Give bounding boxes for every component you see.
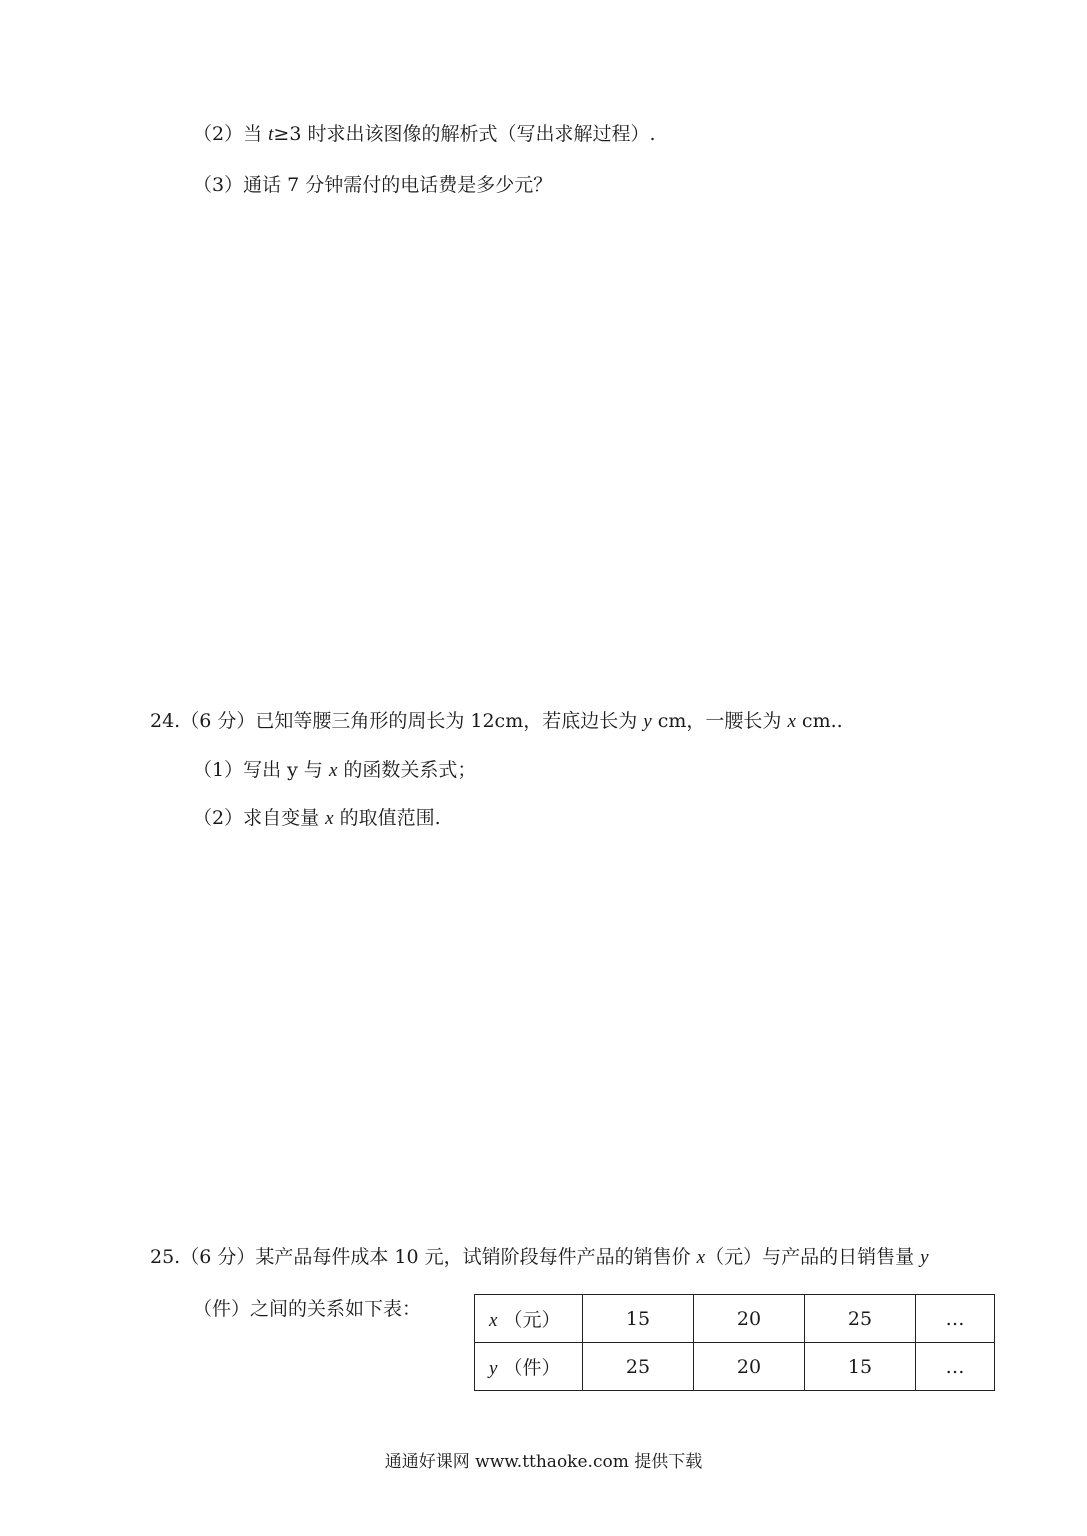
table-cell-ellipsis: …	[916, 1295, 995, 1343]
q23-part2-pre: （2）当	[193, 123, 269, 145]
table-cell-ellipsis: …	[916, 1343, 995, 1391]
table-cell: 15	[583, 1295, 694, 1343]
table-cell: 20	[694, 1295, 805, 1343]
variable-y: y	[920, 1247, 929, 1268]
q25-stem-line2: （件）之间的关系如下表：	[193, 1298, 422, 1320]
variable-x: x	[325, 808, 334, 829]
page-footer: 通通好课网 www.tthaoke.com 提供下载	[384, 1452, 703, 1472]
q23-part2	[193, 119, 656, 146]
q24-part1-a: （1）写出 y 与	[193, 759, 329, 781]
q24-stem-c: cm..	[795, 710, 843, 732]
q24-part2	[193, 803, 441, 830]
q24-part2-b: 的取值范围.	[333, 807, 441, 829]
q24-part2-a: （2）求自变量	[193, 807, 326, 829]
table-cell: 25	[583, 1343, 694, 1391]
table-cell: 20	[694, 1343, 805, 1391]
table-cell: 15	[805, 1343, 916, 1391]
q24-part1	[193, 755, 476, 782]
q23-part2-post: ≥3 时求出该图像的解析式（写出求解过程）.	[273, 123, 656, 145]
q24-part1-b: 的函数关系式；	[337, 759, 477, 781]
variable-y: y	[643, 711, 652, 732]
table-header-x: x （元）	[475, 1295, 583, 1343]
q25-stem-b: （元）与产品的日销售量	[705, 1246, 921, 1268]
variable-t: t	[268, 124, 274, 145]
q25-stem-a: 25.（6 分）某产品每件成本 10 元，试销阶段每件产品的销售价	[150, 1246, 697, 1268]
variable-x: x	[787, 711, 796, 732]
table-row-x	[475, 1295, 995, 1343]
q23-part3: （3）通话 7 分钟需付的电话费是多少元？	[193, 174, 553, 196]
q25-stem	[150, 1242, 929, 1269]
q24-stem	[150, 706, 843, 733]
variable-x: x	[328, 760, 338, 781]
q24-stem-b: cm，一腰长为	[651, 710, 788, 732]
table-row-y	[475, 1343, 995, 1391]
table-cell: 25	[805, 1295, 916, 1343]
q24-stem-a: 24.（6 分）已知等腰三角形的周长为 12cm，若底边长为	[150, 710, 644, 732]
price-sales-table	[474, 1294, 995, 1391]
table-header-y: y （件）	[475, 1343, 583, 1391]
variable-x: x	[696, 1247, 706, 1268]
